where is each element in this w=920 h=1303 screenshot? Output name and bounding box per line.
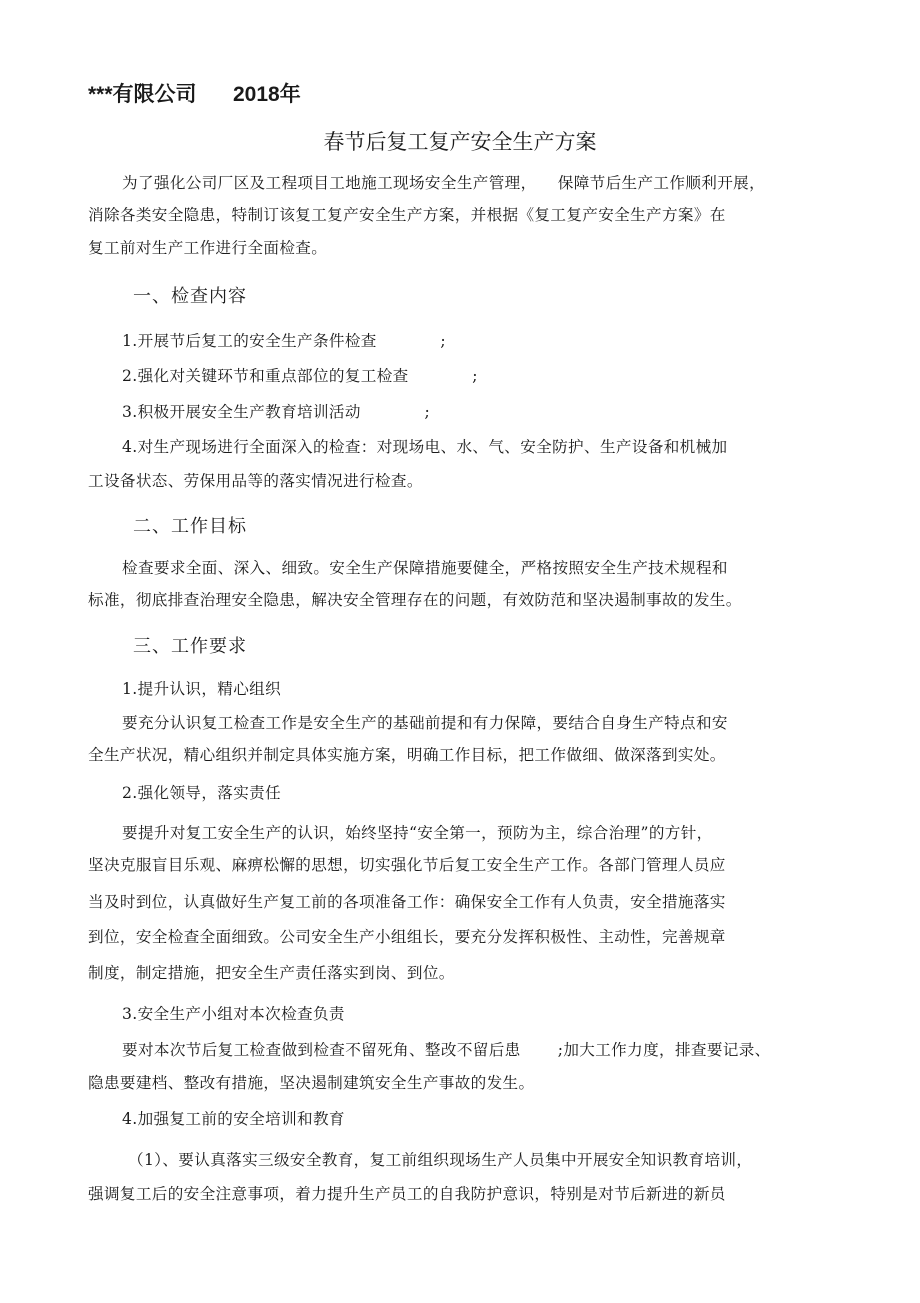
check-item-4-line-1: 4.对生产现场进行全面深入的检查：对现场电、水、气、安全防护、生产设备和机械加 [122,438,728,456]
intro-line-3: 复工前对生产工作进行全面检查。 [88,239,328,257]
document-title: 春节后复工复产安全生产方案 [323,130,597,154]
requirement-3-heading: 3.安全生产小组对本次检查负责 [122,1005,345,1023]
section-heading-1: 一、检查内容 [133,286,247,307]
requirement-2-line-3: 当及时到位，认真做好生产复工前的各项准备工作：确保安全工作有人负责，安全措施落实 [88,893,726,911]
requirement-2-line-5: 制度，制定措施，把安全生产责任落实到岗、到位。 [88,964,455,982]
company-name: ***有限公司 [88,83,197,106]
requirement-1-line-1: 要充分认识复工检查工作是安全生产的基础前提和有力保障，要结合自身生产特点和安 [122,714,728,732]
intro-line-1: 为了强化公司厂区及工程项目工地施工现场安全生产管理， 保障节后生产工作顺利开展， [122,174,766,192]
requirement-4-line-1: （1）、要认真落实三级安全教育，复工前组织现场生产人员集中开展安全知识教育培训， [128,1151,753,1169]
intro-line-2: 消除各类安全隐患，特制订该复工复产安全生产方案，并根据《复工复产安全生产方案》在 [88,206,726,224]
goal-line-2: 标准，彻底排查治理安全隐患，解决安全管理存在的问题，有效防范和坚决遏制事故的发生。 [88,591,742,609]
document-year: 2018年 [233,83,301,106]
check-item-2: 2.强化对关键环节和重点部位的复工检查 ; [122,367,478,385]
requirement-1-line-2: 全生产状况，精心组织并制定具体实施方案，明确工作目标，把工作做细、做深落到实处。 [88,746,726,764]
check-item-3: 3.积极开展安全生产教育培训活动 ; [122,403,431,421]
section-heading-3: 三、工作要求 [133,636,247,657]
requirement-2-heading: 2.强化领导，落实责任 [122,784,282,802]
requirement-1-heading: 1.提升认识，精心组织 [122,680,282,698]
check-item-1: 1.开展节后复工的安全生产条件检查 ; [122,332,447,350]
section-heading-2: 二、工作目标 [133,516,247,537]
requirement-3-line-1: 要对本次节后复工检查做到检查不留死角、整改不留后患 ;加大工作力度，排查要记录、 [122,1041,771,1059]
requirement-2-line-2: 坚决克服盲目乐观、麻痹松懈的思想，切实强化节后复工安全生产工作。各部门管理人员应 [88,856,726,874]
check-item-4-line-2: 工设备状态、劳保用品等的落实情况进行检查。 [88,472,423,490]
requirement-4-heading: 4.加强复工前的安全培训和教育 [122,1110,345,1128]
goal-line-1: 检查要求全面、深入、细致。安全生产保障措施要健全，严格按照安全生产技术规程和 [122,559,728,577]
requirement-3-line-2: 隐患要建档、整改有措施，坚决遏制建筑安全生产事故的发生。 [88,1074,535,1092]
requirement-2-line-1: 要提升对复工安全生产的认识，始终坚持“安全第一，预防为主，综合治理”的方针， [122,824,713,842]
requirement-4-line-2: 强调复工后的安全注意事项，着力提升生产员工的自我防护意识，特别是对节后新进的新员 [88,1185,726,1203]
requirement-2-line-4: 到位，安全检查全面细致。公司安全生产小组组长，要充分发挥积极性、主动性，完善规章 [88,928,726,946]
